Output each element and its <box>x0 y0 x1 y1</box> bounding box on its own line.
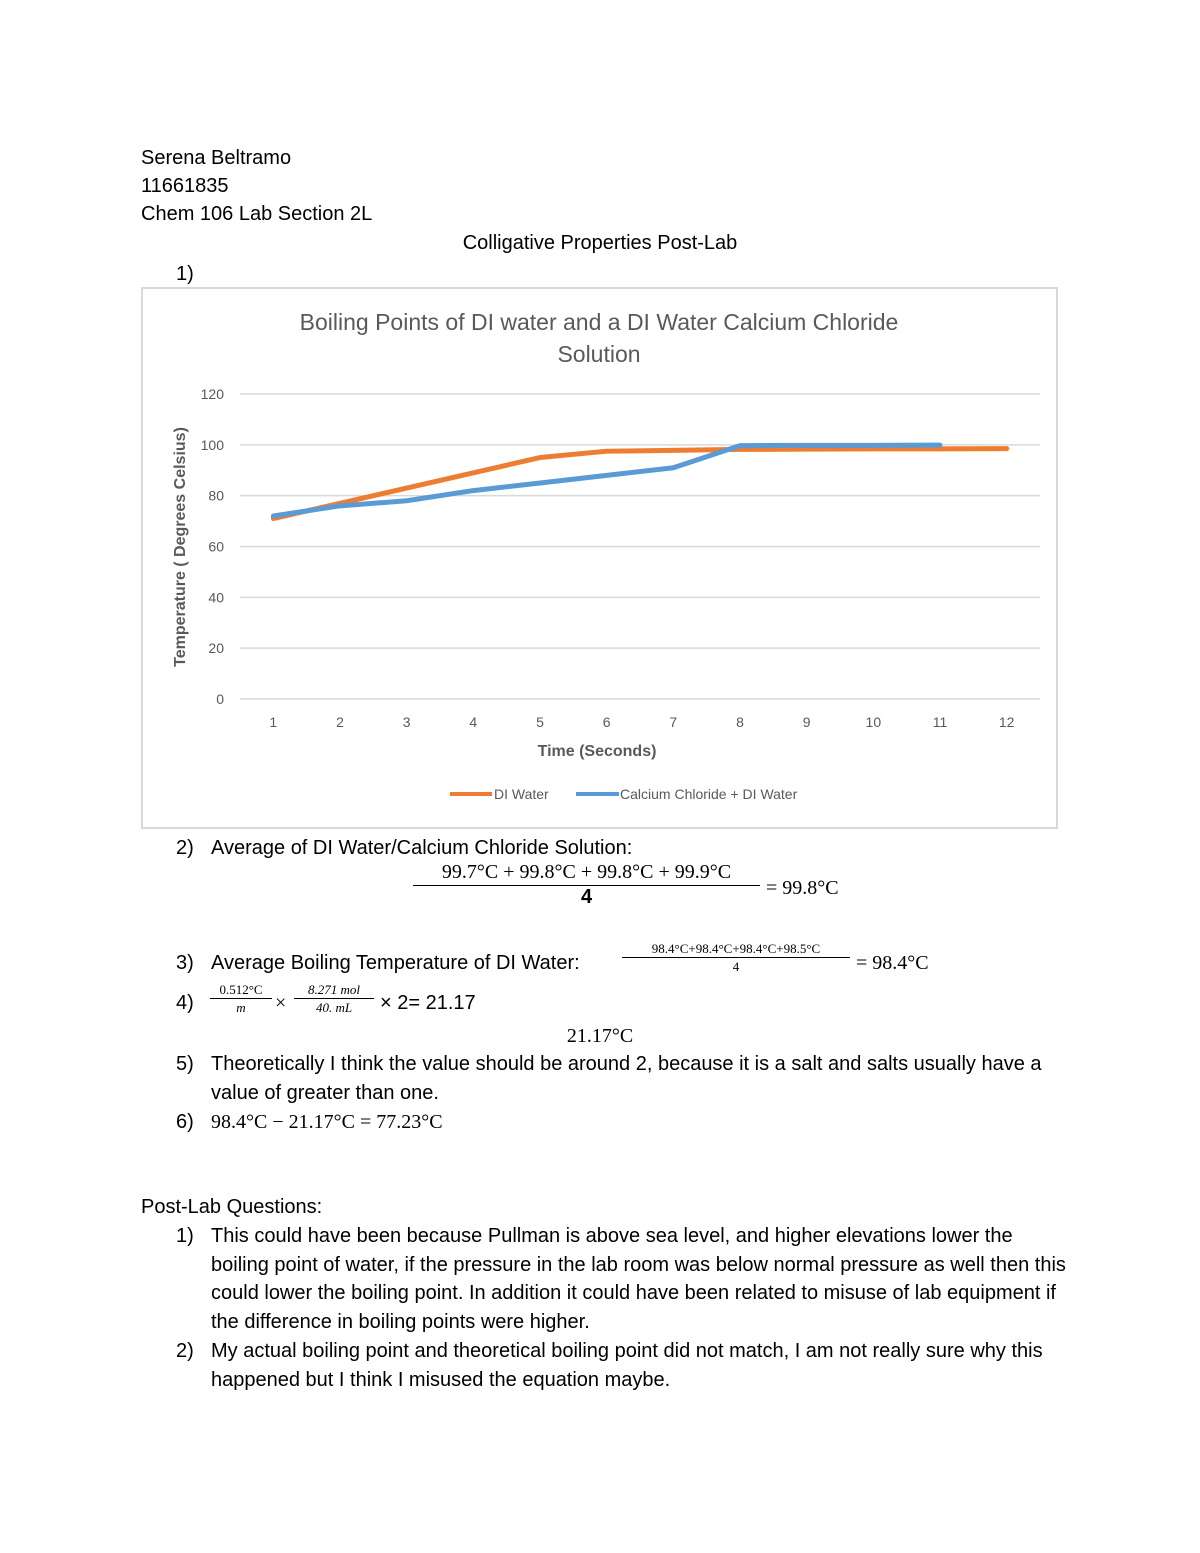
q2-result: = 99.8°C <box>766 877 839 899</box>
x-tick-label: 4 <box>469 714 478 730</box>
post-lab-number-1: 1) <box>176 1225 194 1247</box>
x-tick-label: 11 <box>932 714 948 730</box>
x-tick-label: 1 <box>269 714 278 730</box>
q2-fraction <box>413 859 760 908</box>
chart-title: Boiling Points of DI water and a DI Water Calcium Chloride <box>299 309 899 335</box>
y-tick-label: 0 <box>216 691 224 707</box>
x-tick-label: 6 <box>602 714 611 730</box>
q4-tail: × 2= 21.17 <box>380 992 476 1014</box>
y-axis-ticks <box>201 386 225 707</box>
x-tick-label: 7 <box>669 714 678 730</box>
q4-result: 21.17°C <box>566 1025 634 1047</box>
x-axis-label: Time (Seconds) <box>537 743 657 760</box>
post-lab-answer-1: This could have been because Pullman is above sea level, and higher elevations lower the boiling point of water, if the pressure in the lab room was below normal pressure as well then this could lower the boiling point. In addition it could have been related to misuse of lab equipment if the difference in boiling points were higher. <box>211 1225 1066 1333</box>
y-tick-label: 120 <box>200 386 224 402</box>
x-tick-label: 2 <box>336 714 344 730</box>
x-tick-label: 5 <box>536 714 544 730</box>
course-section: Chem 106 Lab Section 2L <box>141 203 373 225</box>
item-number-2: 2) <box>176 837 194 859</box>
y-tick-label: 100 <box>200 436 224 453</box>
chart-gridlines <box>240 394 1040 699</box>
author-name: Serena Beltramo <box>141 147 292 169</box>
y-tick-label: 40 <box>208 589 224 606</box>
item-number-3: 3) <box>176 952 194 974</box>
page-title: Colligative Properties Post-Lab <box>462 232 738 254</box>
student-id: 11661835 <box>141 175 229 197</box>
chart-container <box>141 287 1058 829</box>
post-lab-heading: Post-Lab Questions: <box>141 1196 323 1218</box>
q3-fraction <box>622 940 850 975</box>
chart-title-line-2: Solution <box>557 341 641 367</box>
x-tick-label: 10 <box>865 714 882 730</box>
q4-fraction-1-numerator: 0.512°C <box>219 982 263 997</box>
q4-fraction-1-denominator: m <box>210 998 272 1016</box>
post-lab-answer-2: My actual boiling point and theoretical boiling point did not match, I am not really sure why this happened but I think I misused the equation maybe. <box>211 1340 1043 1391</box>
q4-times-sign: × <box>275 992 287 1014</box>
q3-result: = 98.4°C <box>856 952 929 974</box>
q3-numerator: 98.4°C+98.4°C+98.4°C+98.5°C <box>651 941 821 956</box>
chart-legend <box>450 786 798 802</box>
x-tick-label: 9 <box>802 714 811 730</box>
post-lab-number-2: 2) <box>176 1340 194 1362</box>
x-tick-label: 3 <box>402 714 411 730</box>
item-number-4: 4) <box>176 992 194 1014</box>
x-axis-ticks <box>269 714 1014 730</box>
x-tick-label: 8 <box>736 714 744 730</box>
y-axis-label: Temperature ( Degrees Celsius) <box>172 427 189 667</box>
line-chart <box>143 289 1056 827</box>
q4-fraction-2 <box>294 981 374 1016</box>
y-tick-label: 80 <box>208 487 224 504</box>
item-number-6: 6) <box>176 1111 194 1133</box>
item-number-5: 5) <box>176 1053 194 1075</box>
q3-label: Average Boiling Temperature of DI Water: <box>211 952 580 974</box>
legend-label-calcium-chloride: Calcium Chloride + DI Water <box>620 786 798 802</box>
series-line-di-water <box>273 449 1006 519</box>
chart-series <box>273 445 1006 518</box>
q4-fraction-2-numerator: 8.271 mol <box>308 982 360 997</box>
q4-fraction-2-denominator: 40. mL <box>294 998 374 1016</box>
y-tick-label: 20 <box>208 640 224 657</box>
series-line-calcium-chloride <box>273 445 940 516</box>
q5-text: Theoretically I think the value should be around 2, because it is a salt and salts usually have a value of greater than one. <box>211 1053 1042 1104</box>
y-tick-label: 60 <box>208 538 224 555</box>
item-number-1: 1) <box>176 263 194 285</box>
legend-label-di-water: DI Water <box>494 786 549 802</box>
q2-label: Average of DI Water/Calcium Chloride Solution: <box>211 837 633 859</box>
q3-denominator: 4 <box>622 957 850 975</box>
q2-numerator: 99.7°C + 99.8°C + 99.8°C + 99.9°C <box>441 861 732 883</box>
q6-text: 98.4°C − 21.17°C = 77.23°C <box>211 1111 443 1133</box>
q2-denominator: 4 <box>413 885 760 908</box>
q4-fraction-1 <box>210 981 272 1016</box>
x-tick-label: 12 <box>998 714 1015 730</box>
